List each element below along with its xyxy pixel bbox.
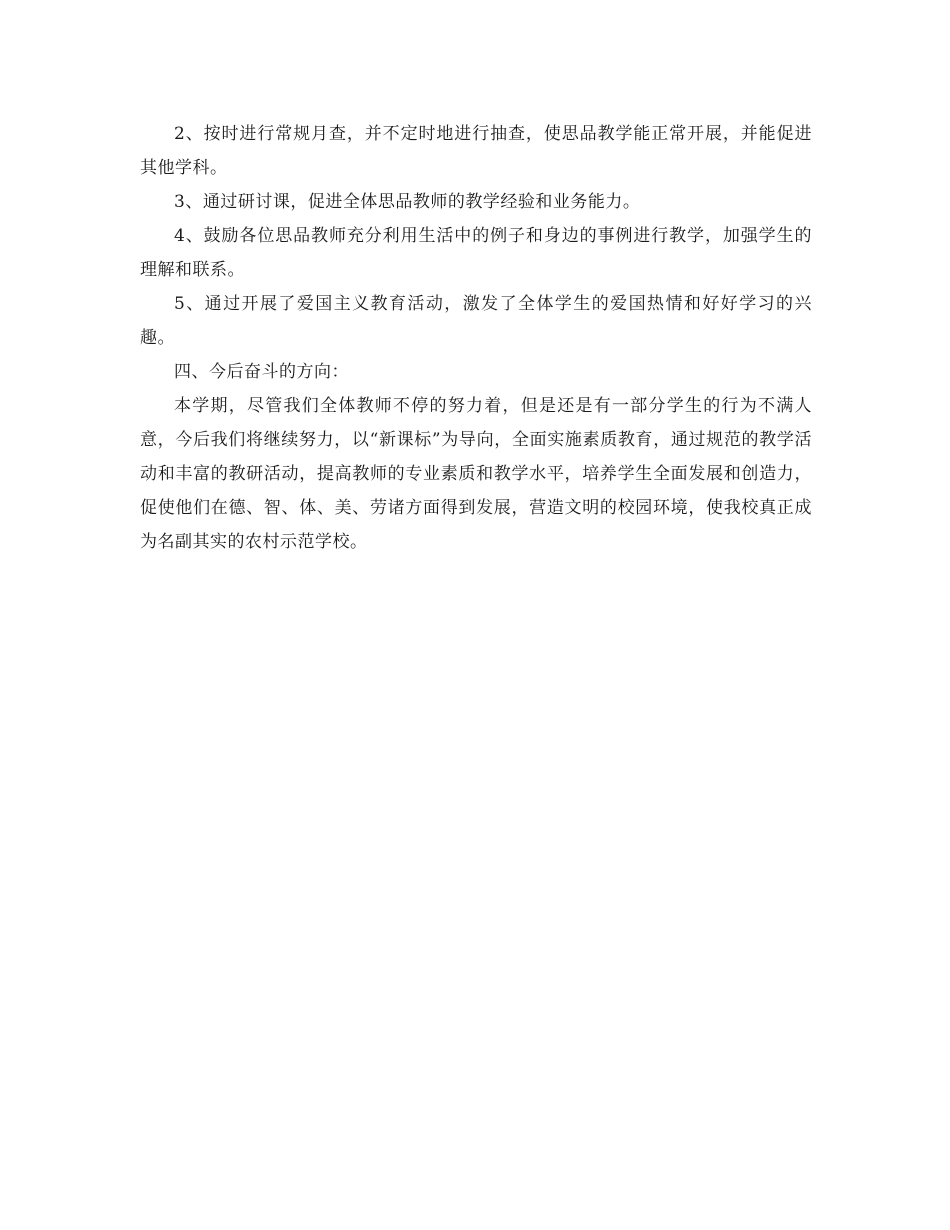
section-heading-future-direction: 四、今后奋斗的方向： (174, 362, 349, 382)
paragraph-item-5: 5、通过开展了爱国主义教育活动，激发了全体学生的爱国热情和好好学习的兴趣。 (140, 294, 812, 348)
paragraph-summary: 本学期，尽管我们全体教师不停的努力着，但是还是有一部分学生的行为不满人意，今后我们将继续努力，以“新课标”为导向，全面实施素质教育，通过规范的教学活动和丰富的教研活动，提高教师的专业素质和教学水平，培养学生全面发展和创造力，促使他们在德、智、体、美、劳诸方面得到发展，营造文明的校园环境，使我校真正成为名副其实的农村示范学校。 (140, 396, 812, 552)
document-body (140, 117, 812, 559)
paragraph-item-2: 2、按时进行常规月查，并不定时地进行抽查，使思品教学能正常开展，并能促进其他学科。 (140, 124, 812, 178)
paragraph-item-4: 4、鼓励各位思品教师充分利用生活中的例子和身边的事例进行教学，加强学生的理解和联系。 (140, 226, 812, 280)
paragraph-item-3: 3、通过研讨课，促进全体思品教师的教学经验和业务能力。 (174, 192, 641, 212)
